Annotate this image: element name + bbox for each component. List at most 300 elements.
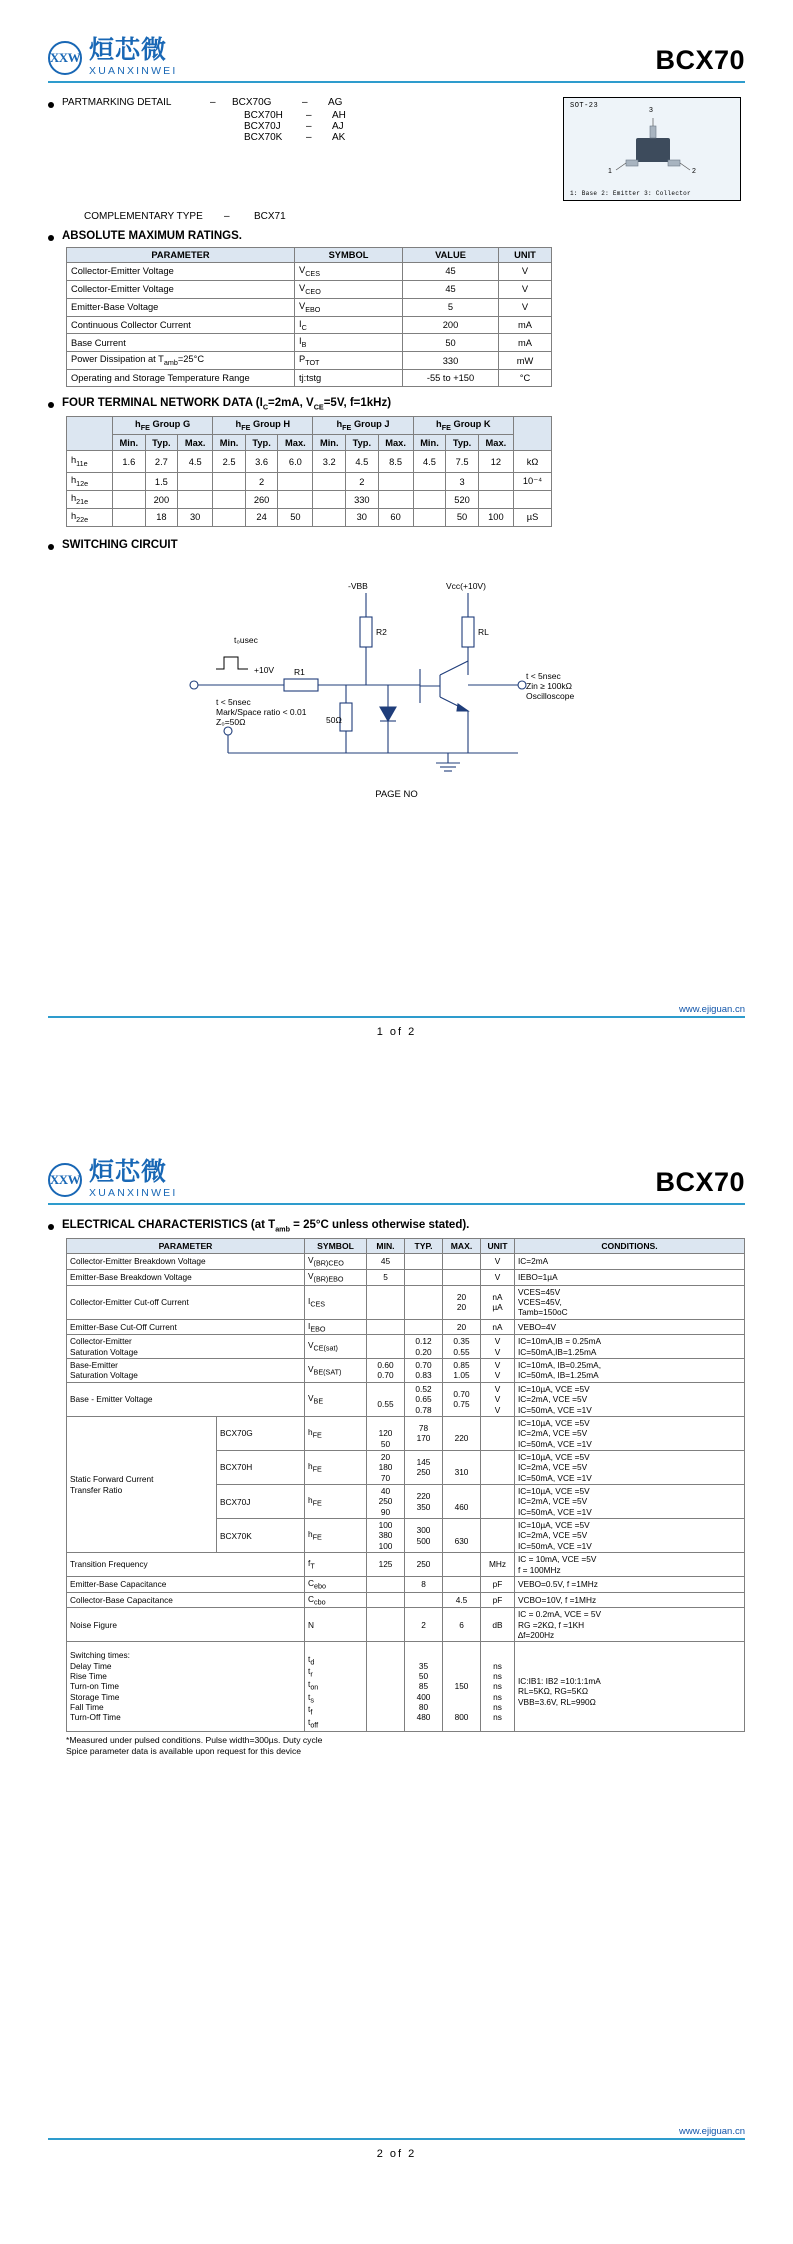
ec-max (443, 1269, 481, 1285)
brand-logo (48, 38, 178, 77)
footer-url[interactable]: www.ejiguan.cn (678, 1004, 745, 1016)
complementary-value: BCX71 (254, 211, 286, 222)
net-cell: 4.5 (346, 451, 378, 473)
ec-parameter: Emitter-Base Breakdown Voltage (67, 1269, 305, 1285)
ec-min (367, 1642, 405, 1731)
ec-max (443, 1576, 481, 1592)
ec-symbol: $V_{CE(sat)}$ (305, 1335, 367, 1359)
amr-heading (48, 230, 745, 242)
net-label-3: $h_{22e}$ (67, 509, 113, 527)
ec-conditions: VCES=45V VCES=45V, Tamb=150oC (515, 1285, 745, 1319)
ec-typ: 250 (405, 1553, 443, 1577)
net-sub-max: Max. (378, 435, 413, 451)
table-row (67, 1416, 745, 1450)
page-title: BCX70 (655, 45, 745, 75)
svg-text:t₀usec: t₀usec (234, 634, 258, 645)
label-vbb: -VBB (348, 580, 368, 591)
ec-note-1: Spice parameter data is available upon request for this device (66, 1745, 302, 1756)
ec-max: 630 (443, 1519, 481, 1553)
ec-typ (405, 1319, 443, 1335)
amr-unit-6: °C (499, 370, 552, 387)
amr-param-4: Base Current (67, 334, 295, 352)
ec-variant: BCX70H (217, 1450, 305, 1484)
ec-conditions: IC = 10mA, VCE =5V f = 100MHz (515, 1553, 745, 1577)
circuit-drawing-icon (48, 557, 745, 785)
ec-conditions: IEBO=1µA (515, 1269, 745, 1285)
net-cell (278, 473, 313, 491)
table-row (67, 1285, 745, 1319)
amr-symbol-1: $V_{CEO}$ (295, 280, 403, 298)
net-group-0: $h_{FE}$ Group G (113, 417, 213, 435)
net-unit-header (514, 417, 552, 451)
net-unit: kΩ (514, 451, 552, 473)
net-cell (378, 473, 413, 491)
partmarking-label: PARTMARKING DETAIL (62, 97, 172, 108)
net-cell: 30 (178, 509, 213, 527)
ec-max: 460 (443, 1485, 481, 1519)
brand-name-en: XUANXINWEI (89, 1187, 178, 1199)
bullet-icon (48, 402, 54, 408)
ec-parameter: Collector-Emitter Cut-off Current (67, 1285, 305, 1319)
amr-header-symbol: SYMBOL (295, 248, 403, 263)
ec-conditions: IC=10µA, VCE =5V IC=2mA, VCE =5V IC=50mA, VCE =1V (515, 1450, 745, 1484)
partmarking-row (66, 121, 346, 132)
package-diagram (563, 97, 741, 201)
ec-typ: 2 (405, 1608, 443, 1642)
net-label-1: $h_{12e}$ (67, 473, 113, 491)
ec-conditions: IC = 0.2mA, VCE = 5V RG =2KΩ, f =1KH ∆f=200Hz (515, 1608, 745, 1642)
page-title: BCX70 (655, 1167, 745, 1197)
table-row (67, 280, 552, 298)
ec-min (367, 1592, 405, 1608)
partmarking-mark-3: AK (332, 132, 346, 143)
net-cell: 200 (145, 491, 177, 509)
package-pin-3: 3 (649, 107, 653, 114)
net-cell (213, 491, 246, 509)
net-sub-typ: Typ. (346, 435, 378, 451)
amr-symbol-6: tj:tstg (295, 370, 403, 387)
svg-text:+10V: +10V (254, 664, 275, 675)
partmarking-heading (48, 97, 346, 108)
label-vcc: Vcc(+10V) (446, 580, 486, 591)
circuit-page-no: PAGE NO (375, 788, 418, 800)
net-cell: 2.7 (145, 451, 177, 473)
ec-parameter: Emitter-Base Cut-Off Current (67, 1319, 305, 1335)
amr-value-1: 45 (403, 280, 499, 298)
net-cell (413, 473, 446, 491)
footer-page-number: 1 of 2 (376, 1026, 417, 1038)
logo-mark-text: XXW (49, 1171, 81, 1187)
ec-parameter: Emitter-Base Capacitance (67, 1576, 305, 1592)
net-cell: 18 (145, 509, 177, 527)
table-row (67, 1592, 745, 1608)
package-pin-1: 1 (608, 168, 612, 175)
ec-max: 6 (443, 1608, 481, 1642)
brand-logo (48, 1160, 178, 1199)
ec-symbol: $t_d$ $t_r$ $t_{on}$ $t_s$ $t_f$ $t_{off}$ (305, 1642, 367, 1731)
table-row (67, 509, 552, 527)
switching-heading (48, 539, 745, 551)
ec-max: 4.5 (443, 1592, 481, 1608)
net-cell: 50 (446, 509, 478, 527)
header-divider (48, 1203, 745, 1205)
ec-max: 20 (443, 1319, 481, 1335)
table-row (67, 451, 552, 473)
net-sub-typ: Typ. (446, 435, 478, 451)
amr-param-3: Continuous Collector Current (67, 316, 295, 334)
network-heading (48, 397, 745, 411)
svg-text:t < 5nsec: t < 5nsec (526, 670, 561, 681)
ec-typ: 35 50 85 400 80 480 (405, 1642, 443, 1731)
table-row (67, 1254, 745, 1270)
complementary-dash: – (224, 211, 230, 222)
net-cell (378, 491, 413, 509)
net-cell (313, 473, 346, 491)
net-cell: 1.5 (145, 473, 177, 491)
amr-title: ABSOLUTE MAXIMUM RATINGS. (62, 230, 242, 242)
bullet-icon (48, 544, 54, 550)
ec-parameter: Collector-Emitter Saturation Voltage (67, 1335, 305, 1359)
ec-min: 0.60 0.70 (367, 1359, 405, 1383)
ec-typ (405, 1254, 443, 1270)
ec-max: 0.85 1.05 (443, 1359, 481, 1383)
page1-footer (48, 1004, 745, 1038)
svg-text:R1: R1 (294, 666, 305, 677)
net-cell: 24 (245, 509, 277, 527)
ec-conditions: VCBO=10V, f =1MHz (515, 1592, 745, 1608)
net-cell: 4.5 (413, 451, 446, 473)
svg-text:Z₀=50Ω: Z₀=50Ω (216, 716, 246, 727)
table-row (67, 334, 552, 352)
ec-max: 0.35 0.55 (443, 1335, 481, 1359)
ec-min: 40 250 90 (367, 1485, 405, 1519)
ec-unit: V (481, 1254, 515, 1270)
net-sub-typ: Typ. (245, 435, 277, 451)
partmarking-mark-0: AG (328, 97, 343, 108)
package-pin-2: 2 (692, 168, 696, 175)
net-sub-typ: Typ. (145, 435, 177, 451)
ec-symbol: $C_{ebo}$ (305, 1576, 367, 1592)
ec-parameter: Switching times: Delay Time Rise Time Turn-on Time Storage Time Fall Time Turn-Off Time (67, 1642, 305, 1731)
ec-min (367, 1335, 405, 1359)
net-cell: 3 (446, 473, 478, 491)
ec-parameter: Base-Emitter Saturation Voltage (67, 1359, 305, 1383)
partmarking-code-1: BCX70H (244, 110, 283, 121)
net-cell (213, 473, 246, 491)
switching-title: SWITCHING CIRCUIT (62, 538, 178, 551)
header-divider (48, 81, 745, 83)
net-cell: 2 (245, 473, 277, 491)
amr-unit-0: V (499, 263, 552, 281)
net-sub-max: Max. (278, 435, 313, 451)
amr-unit-5: mW (499, 352, 552, 370)
svg-text:R2: R2 (376, 626, 387, 637)
ec-unit: MHz (481, 1553, 515, 1577)
amr-unit-1: V (499, 280, 552, 298)
page2-footer (48, 2126, 745, 2160)
net-unit (514, 491, 552, 509)
page2-header (0, 1122, 793, 1203)
net-cell (213, 509, 246, 527)
table-row (67, 1553, 745, 1577)
footer-page-number: 2 of 2 (376, 2148, 417, 2160)
amr-unit-4: mA (499, 334, 552, 352)
partmarking-code-2: BCX70J (244, 121, 281, 132)
ec-unit: V V V (481, 1382, 515, 1416)
page-2 (0, 1122, 793, 2244)
brand-name-cn: 烜芯微 (89, 1158, 168, 1186)
bullet-icon (48, 235, 54, 241)
ec-heading (48, 1219, 745, 1233)
ec-typ: 78 170 (405, 1416, 443, 1450)
ec-symbol: $h_{FE}$ (305, 1416, 367, 1450)
net-cell: 8.5 (378, 451, 413, 473)
absolute-maximum-ratings-table (66, 247, 552, 387)
ec-conditions: IC=10mA, IB=0.25mA, IC=50mA, IB=1.25mA (515, 1359, 745, 1383)
bullet-icon (48, 102, 54, 108)
amr-value-4: 50 (403, 334, 499, 352)
ec-max: 0.70 0.75 (443, 1382, 481, 1416)
net-group-2: $h_{FE}$ Group J (313, 417, 413, 435)
net-sub-min: Min. (113, 435, 146, 451)
ec-header-parameter: PARAMETER (67, 1239, 305, 1254)
svg-text:50Ω: 50Ω (326, 714, 342, 725)
ec-max: 150 800 (443, 1642, 481, 1731)
net-cell: 7.5 (446, 451, 478, 473)
ec-symbol: $h_{FE}$ (305, 1450, 367, 1484)
partmarking-mark-1: AH (332, 110, 346, 121)
ec-variant: BCX70K (217, 1519, 305, 1553)
net-sub-min: Min. (213, 435, 246, 451)
amr-value-2: 5 (403, 298, 499, 316)
net-cell (178, 473, 213, 491)
net-cell (478, 473, 513, 491)
amr-value-6: -55 to +150 (403, 370, 499, 387)
ec-typ: 220 350 (405, 1485, 443, 1519)
net-cell: 30 (346, 509, 378, 527)
amr-param-0: Collector-Emitter Voltage (67, 263, 295, 281)
ec-unit: V V (481, 1335, 515, 1359)
net-sub-max: Max. (178, 435, 213, 451)
ec-unit: nA µA (481, 1285, 515, 1319)
ec-min: 125 (367, 1553, 405, 1577)
package-name: SOT-23 (570, 102, 599, 110)
net-group-1: $h_{FE}$ Group H (213, 417, 313, 435)
table-row (67, 1576, 745, 1592)
ec-variant: BCX70J (217, 1485, 305, 1519)
partmarking-code-3: BCX70K (244, 132, 283, 143)
ec-unit: pF (481, 1592, 515, 1608)
ec-parameter: Noise Figure (67, 1608, 305, 1642)
table-row (67, 1269, 745, 1285)
table-row (67, 316, 552, 334)
ec-symbol: $V_{BE}$ (305, 1382, 367, 1416)
ec-min: 100 380 100 (367, 1519, 405, 1553)
amr-header-value: VALUE (403, 248, 499, 263)
net-cell: 6.0 (278, 451, 313, 473)
ec-typ: 300 500 (405, 1519, 443, 1553)
ec-min: 20 180 70 (367, 1450, 405, 1484)
ec-header-max: MAX. (443, 1239, 481, 1254)
footer-divider (48, 1016, 745, 1018)
ec-typ (405, 1285, 443, 1319)
net-label-0: $h_{11e}$ (67, 451, 113, 473)
brand-name-en: XUANXINWEI (89, 65, 178, 77)
amr-header-unit: UNIT (499, 248, 552, 263)
ec-max: 310 (443, 1450, 481, 1484)
net-sub-max: Max. (478, 435, 513, 451)
logo-mark-icon (48, 41, 82, 75)
ec-unit (481, 1485, 515, 1519)
partmarking-section (48, 97, 745, 201)
amr-param-1: Collector-Emitter Voltage (67, 280, 295, 298)
net-cell: 100 (478, 509, 513, 527)
ec-parameter: Transition Frequency (67, 1553, 305, 1577)
ec-parameter: Collector-Emitter Breakdown Voltage (67, 1254, 305, 1270)
table-header-row (67, 417, 552, 435)
net-cell: 520 (446, 491, 478, 509)
ec-typ (405, 1592, 443, 1608)
ec-typ (405, 1269, 443, 1285)
svg-text:Oscilloscope: Oscilloscope (526, 690, 575, 701)
table-row (67, 473, 552, 491)
ec-conditions: IC=10µA, VCE =5V IC=2mA, VCE =5V IC=50mA, VCE =1V (515, 1485, 745, 1519)
complementary-type-row (48, 211, 745, 222)
ec-conditions: IC=10µA, VCE =5V IC=2mA, VCE =5V IC=50mA, VCE =1V (515, 1382, 745, 1416)
amr-symbol-0: $V_{CES}$ (295, 263, 403, 281)
ec-parameter: Base - Emitter Voltage (67, 1382, 305, 1416)
table-row (67, 1319, 745, 1335)
net-cell: 50 (278, 509, 313, 527)
ec-unit: V (481, 1269, 515, 1285)
ec-max (443, 1254, 481, 1270)
amr-param-2: Emitter-Base Voltage (67, 298, 295, 316)
complementary-label: COMPLEMENTARY TYPE (84, 211, 203, 222)
ec-symbol: $I_{CES}$ (305, 1285, 367, 1319)
ec-header-symbol: SYMBOL (305, 1239, 367, 1254)
amr-value-3: 200 (403, 316, 499, 334)
net-unit: 10⁻⁴ (514, 473, 552, 491)
table-row (67, 1359, 745, 1383)
ec-typ: 8 (405, 1576, 443, 1592)
footer-url[interactable]: www.ejiguan.cn (678, 2126, 745, 2138)
table-header-row (67, 248, 552, 263)
net-cell (113, 509, 146, 527)
ec-min (367, 1285, 405, 1319)
table-row (67, 1335, 745, 1359)
package-pinout-caption: 1: Base 2: Emitter 3: Collector (570, 190, 691, 197)
ec-min: 5 (367, 1269, 405, 1285)
switching-circuit-diagram (48, 557, 745, 787)
table-row (67, 1608, 745, 1642)
svg-text:Zin ≥ 100kΩ: Zin ≥ 100kΩ (526, 680, 572, 691)
net-cell (113, 491, 146, 509)
ec-parameter: Collector-Base Capacitance (67, 1592, 305, 1608)
net-cell (178, 491, 213, 509)
ec-max (443, 1553, 481, 1577)
amr-param-6: Operating and Storage Temperature Range (67, 370, 295, 387)
net-cell: 3.6 (245, 451, 277, 473)
amr-param-5: Power Dissipation at $T_{amb}=25^\circ C$ (67, 352, 295, 370)
ec-conditions: IC=2mA (515, 1254, 745, 1270)
svg-text:Mark/Space ratio < 0.01: Mark/Space ratio < 0.01 (216, 706, 307, 717)
amr-symbol-3: $I_C$ (295, 316, 403, 334)
brand-name-cn: 烜芯微 (89, 36, 168, 64)
table-subheader-row (67, 435, 552, 451)
ec-conditions: IC=10µA, VCE =5V IC=2mA, VCE =5V IC=50mA, VCE =1V (515, 1416, 745, 1450)
ec-unit (481, 1450, 515, 1484)
ec-conditions: IC=10µA, VCE =5V IC=2mA, VCE =5V IC=50mA, VCE =1V (515, 1519, 745, 1553)
bullet-icon (48, 1224, 54, 1230)
ec-unit (481, 1519, 515, 1553)
net-cell (313, 509, 346, 527)
ec-min (367, 1576, 405, 1592)
net-sub-min: Min. (313, 435, 346, 451)
electrical-characteristics-table (66, 1238, 745, 1731)
partmarking-rowdash-3: – (306, 132, 312, 143)
amr-symbol-5: $P_{TOT}$ (295, 352, 403, 370)
net-cell (413, 509, 446, 527)
net-unit: µS (514, 509, 552, 527)
net-cell (313, 491, 346, 509)
amr-symbol-2: $V_{EBO}$ (295, 298, 403, 316)
partmarking-rowdash-1: – (306, 110, 312, 121)
ec-title: ELECTRICAL CHARACTERISTICS (at $T_{amb} = 25^\circ C$ unless otherwise stated). (62, 1219, 470, 1234)
ec-conditions: VEBO=4V (515, 1319, 745, 1335)
ec-unit: dB (481, 1608, 515, 1642)
table-row (67, 491, 552, 509)
four-terminal-network-table (66, 416, 552, 526)
ec-typ: 145 250 (405, 1450, 443, 1484)
ec-typ: 0.12 0.20 (405, 1335, 443, 1359)
net-cell: 260 (245, 491, 277, 509)
net-cell: 330 (346, 491, 378, 509)
ec-max: 20 20 (443, 1285, 481, 1319)
table-row (67, 263, 552, 281)
ec-unit: V V (481, 1359, 515, 1383)
ec-symbol: $V_{(BR)EBO}$ (305, 1269, 367, 1285)
ec-symbol: $h_{FE}$ (305, 1519, 367, 1553)
page1-header (0, 0, 793, 81)
net-cell (113, 473, 146, 491)
partmarking-rowdash-0: – (302, 97, 308, 108)
amr-symbol-4: $I_B$ (295, 334, 403, 352)
net-cell: 1.6 (113, 451, 146, 473)
table-row (67, 352, 552, 370)
ec-variant: BCX70G (217, 1416, 305, 1450)
partmarking-row (66, 132, 346, 143)
ec-symbol: $h_{FE}$ (305, 1485, 367, 1519)
partmarking-dash: – (210, 97, 216, 108)
ec-symbol: $V_{(BR)CEO}$ (305, 1254, 367, 1270)
ec-symbol: $f_T$ (305, 1553, 367, 1577)
ec-header-unit: UNIT (481, 1239, 515, 1254)
ec-symbol: $V_{BE(SAT)}$ (305, 1359, 367, 1383)
ec-symbol: $C_{cbo}$ (305, 1592, 367, 1608)
ec-note-0: *Measured under pulsed conditions. Pulse width=300µs. Duty cycle (66, 1734, 323, 1745)
partmarking-code-0: BCX70G (232, 97, 272, 108)
svg-text:RL: RL (478, 626, 489, 637)
ec-conditions: VEBO=0.5V, f =1MHz (515, 1576, 745, 1592)
net-cell: 60 (378, 509, 413, 527)
net-cell (413, 491, 446, 509)
net-cell (478, 491, 513, 509)
net-group-3: $h_{FE}$ Group K (413, 417, 513, 435)
logo-mark-icon (48, 1163, 82, 1197)
ec-symbol: $I_{EBO}$ (305, 1319, 367, 1335)
ec-typ: 0.70 0.83 (405, 1359, 443, 1383)
ec-header-min: MIN. (367, 1239, 405, 1254)
